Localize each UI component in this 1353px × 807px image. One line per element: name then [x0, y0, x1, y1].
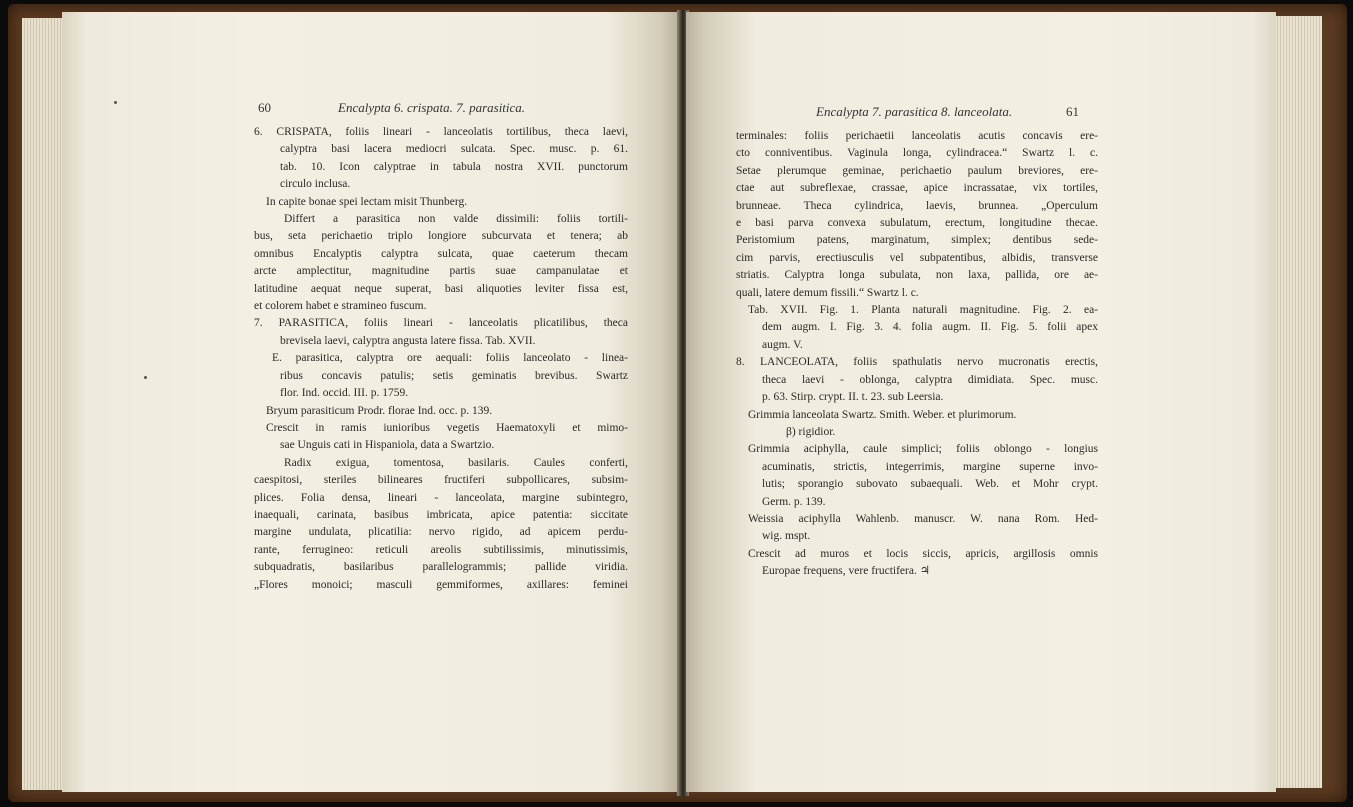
text-line: β) rigidior.	[786, 425, 836, 438]
text-line: terminales: foliis perichaetii lanceolatis acutis concavis ere-	[736, 130, 1098, 142]
right-page-number: 61	[1066, 104, 1079, 119]
text-line: et colorem habet e stramineo fuscum.	[254, 300, 427, 313]
text-line: Weissia aciphylla Wahlenb. manuscr. W. nana Rom. Hed-	[748, 512, 1098, 525]
text-line: cim parvis, erectiusculis vel subpatentibus, albidis, transverse	[736, 251, 1098, 264]
text-line: subquadratis, basilaribus parallelogrammis; pallide viridia.	[254, 561, 628, 574]
text-line: caespitosi, steriles bilineares fructiferi subpollicares, subsim-	[254, 474, 628, 487]
text-line: brevisela laevi, calyptra angusta latere fissa. Tab. XVII.	[280, 334, 536, 347]
text-line: rante, ferrugineo: reticuli areolis subtilissimis, minutissimis,	[254, 543, 628, 556]
text-line: striatis. Calyptra longa subulata, non laxa, pallida, ore ae-	[736, 269, 1098, 282]
text-line: dem augm. I. Fig. 3. 4. folia augm. II. Fig. 5. folii apex	[762, 321, 1098, 334]
right-page	[686, 12, 1276, 792]
right-body-text	[736, 128, 1098, 581]
right-running-title-a: Encalypta	[816, 104, 869, 119]
text-line: sae Unguis cati in Hispaniola, data a Swartzio.	[280, 439, 495, 452]
text-line: E. parasitica, calyptra ore aequali: foliis lanceolato - linea-	[272, 352, 628, 365]
left-running-title-a: Encalypta	[338, 100, 391, 115]
text-line: augm. V.	[762, 338, 803, 351]
text-line: Europae frequens, vere fructifera. ♃	[762, 565, 931, 578]
right-running-head	[816, 104, 1012, 120]
left-running-title-b: 6. crispata. 7. parasitica.	[393, 100, 526, 115]
text-line: Radix exigua, tomentosa, basilaris. Caules conferti,	[284, 456, 628, 469]
left-body-text	[254, 124, 628, 594]
text-line: Peristomium patens, marginatum, simplex; dentibus sede-	[736, 234, 1098, 247]
text-line: wig. mspt.	[762, 530, 811, 543]
text-line: 6. CRISPATA, foliis lineari - lanceolatis tortilibus, theca laevi,	[254, 126, 628, 138]
text-line: omnibus Encalyptis calyptra sulcata, quae caeterum thecam	[254, 247, 628, 260]
text-line: bus, seta perichaetio triplo longiore subcurvata et tenera; ab	[254, 230, 628, 243]
text-line: p. 63. Stirp. crypt. II. t. 23. sub Leersia.	[762, 391, 944, 404]
text-line: e basi parva convexa subulatum, erectum, longitudine thecae.	[736, 217, 1098, 230]
right-running-title-b: 7. parasitica 8. lanceolata.	[871, 104, 1013, 119]
text-line: ctae aut subreflexae, crassae, apice incrassatae, vix tortiles,	[736, 182, 1098, 195]
text-line: Tab. XVII. Fig. 1. Planta naturali magnitudine. Fig. 2. ea-	[748, 304, 1098, 317]
text-line: Crescit in ramis iunioribus vegetis Haematoxyli et mimo-	[266, 421, 628, 434]
text-line: calyptra basi lacera mediocri sulcata. Spec. musc. p. 61.	[280, 143, 628, 156]
text-line: cto conniventibus. Vaginula longa, cylindracea.“ Swartz l. c.	[736, 147, 1098, 160]
left-page-edges	[22, 18, 64, 790]
text-line: flor. Ind. occid. III. p. 1759.	[280, 387, 409, 400]
text-line: Setae plerumque geminae, perichaetio paulum breviores, ere-	[736, 164, 1098, 177]
text-line: „Flores monoici; masculi gemmiformes, axillares: feminei	[254, 578, 628, 591]
text-line: ribus concavis patulis; setis geminatis brevibus. Swartz	[280, 369, 628, 382]
left-page-number: 60	[258, 100, 271, 115]
text-line: plices. Folia densa, lineari - lanceolata, margine subintegro,	[254, 491, 628, 504]
text-line: 8. LANCEOLATA, foliis spathulatis nervo mucronatis erectis,	[736, 356, 1098, 369]
text-line: theca laevi - oblonga, calyptra dimidiata. Spec. musc.	[762, 373, 1098, 386]
left-page	[62, 12, 680, 792]
text-line: Crescit ad muros et locis siccis, apricis, argillosis omnis	[748, 547, 1098, 560]
text-line: lutis; sporangio subovato subaequali. Web. et Mohr crypt.	[762, 478, 1098, 491]
text-line: circulo inclusa.	[280, 178, 351, 191]
text-line: Germ. p. 139.	[762, 495, 826, 508]
text-line: 7. PARASITICA, foliis lineari - lanceolatis plicatilibus, theca	[254, 317, 628, 330]
text-line: In capite bonae spei lectam misit Thunberg.	[266, 195, 468, 208]
text-line: latitudine aequat neque superat, basi aliquoties leviter fissa est,	[254, 282, 628, 295]
text-line: Grimmia lanceolata Swartz. Smith. Weber. et plurimorum.	[748, 408, 1017, 421]
right-page-edges	[1274, 16, 1322, 788]
text-line: margine undulata, plicatilia: nervo rigido, ad apicem perdu-	[254, 526, 628, 539]
text-line: Bryum parasiticum Prodr. florae Ind. occ. p. 139.	[266, 404, 493, 417]
margin-dot	[114, 101, 117, 104]
text-line: quali, latere demum fissili.“ Swartz l. c.	[736, 286, 919, 299]
text-line: acuminatis, strictis, integerrimis, margine superne invo-	[762, 460, 1098, 473]
text-line: arcte amplectitur, magnitudine partis suae campanulatae et	[254, 265, 628, 278]
text-line: Differt a parasitica non valde dissimili: foliis tortili-	[284, 213, 628, 226]
text-line: inaequali, carinata, basibus imbricata, apice patentia: siccitate	[254, 508, 628, 521]
left-running-head	[338, 100, 525, 116]
text-line: Grimmia aciphylla, caule simplici; foliis oblongo - longius	[748, 443, 1098, 456]
text-line: brunneae. Theca cylindrica, laevis, brunnea. „Operculum	[736, 199, 1098, 212]
margin-dot	[144, 376, 147, 379]
book-photo	[8, 4, 1347, 802]
text-line: tab. 10. Icon calyptrae in tabula nostra XVII. punctorum	[280, 160, 628, 173]
